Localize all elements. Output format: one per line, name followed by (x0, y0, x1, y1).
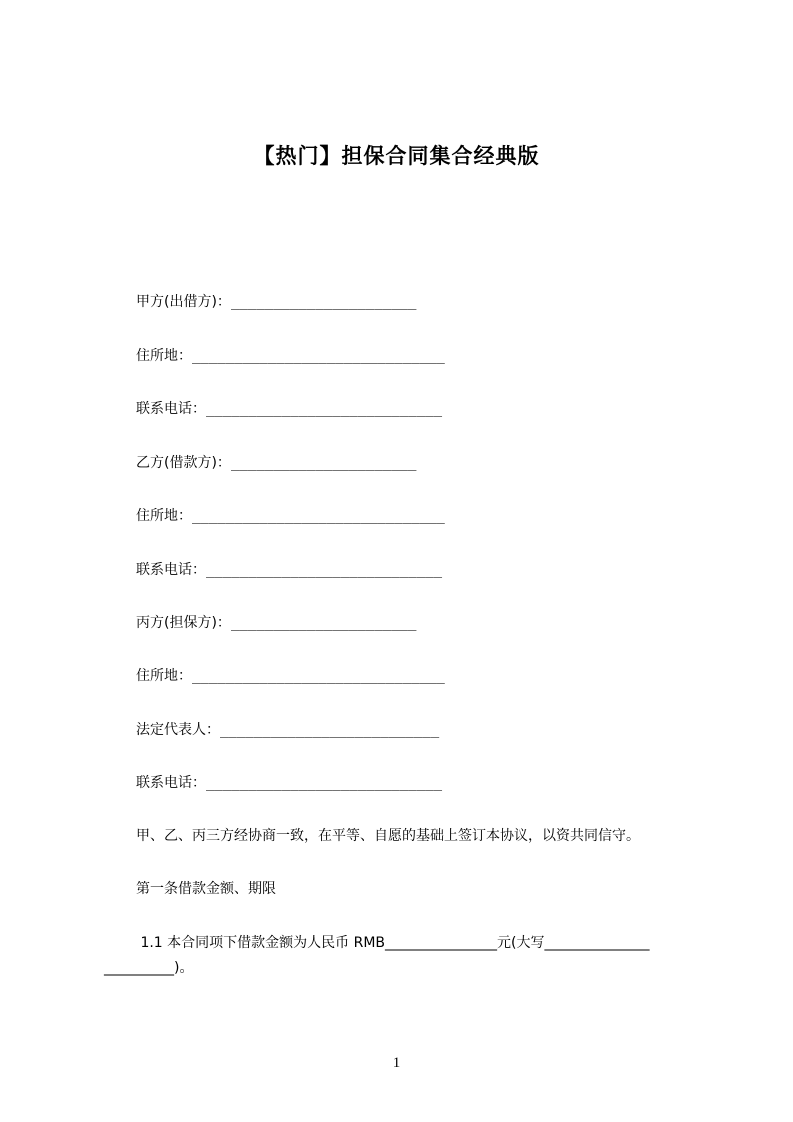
lender-address-label: 住所地： (136, 348, 192, 364)
borrower-address-label: 住所地： (136, 508, 192, 524)
borrower-phone-blank[interactable]: ____________________________ (206, 562, 443, 578)
guarantor-field (136, 613, 416, 633)
borrower-address-field (136, 506, 445, 526)
lender-label: 甲方(出借方)： (136, 294, 231, 310)
lender-blank[interactable]: ______________________ (230, 294, 417, 310)
lender-phone-label: 联系电话： (136, 401, 206, 417)
guarantor-label: 丙方(担保方)： (136, 615, 231, 631)
guarantor-phone-label: 联系电话： (136, 775, 206, 791)
guarantor-address-field (136, 666, 445, 686)
legal-representative-blank[interactable]: __________________________ (220, 722, 440, 738)
clause-1-1-line-2: __________)。 (104, 960, 194, 976)
borrower-phone-field (136, 560, 442, 580)
guarantor-phone-blank[interactable]: ____________________________ (206, 775, 443, 791)
borrower-address-blank[interactable]: ______________________________ (192, 508, 445, 524)
borrower-phone-label: 联系电话： (136, 562, 206, 578)
guarantor-blank[interactable]: ______________________ (230, 615, 417, 631)
legal-representative-field (136, 720, 439, 740)
borrower-field (136, 453, 416, 473)
article-1-heading: 第一条借款金额、期限 (136, 881, 276, 897)
lender-address-blank[interactable]: ______________________________ (192, 348, 445, 364)
document-title: 【热门】担保合同集合经典版 (253, 144, 540, 168)
intro-paragraph: 甲、乙、丙三方经协商一致，在平等、自愿的基础上签订本协议，以资共同信守。 (136, 828, 640, 844)
guarantor-phone-field (136, 773, 442, 793)
page-number: 1 (392, 1055, 401, 1071)
legal-representative-label: 法定代表人： (136, 722, 220, 738)
lender-phone-field (136, 399, 442, 419)
lender-address-field (136, 346, 445, 366)
lender-phone-blank[interactable]: ____________________________ (206, 401, 443, 417)
guarantor-address-blank[interactable]: ______________________________ (192, 668, 445, 684)
borrower-blank[interactable]: ______________________ (230, 455, 417, 471)
guarantor-address-label: 住所地： (136, 668, 192, 684)
clause-1-1-line-1: 1.1 本合同项下借款金额为人民币 RMB________________元(大写_______________ (136, 935, 650, 951)
lender-field (136, 292, 416, 312)
borrower-label: 乙方(借款方)： (136, 455, 231, 471)
